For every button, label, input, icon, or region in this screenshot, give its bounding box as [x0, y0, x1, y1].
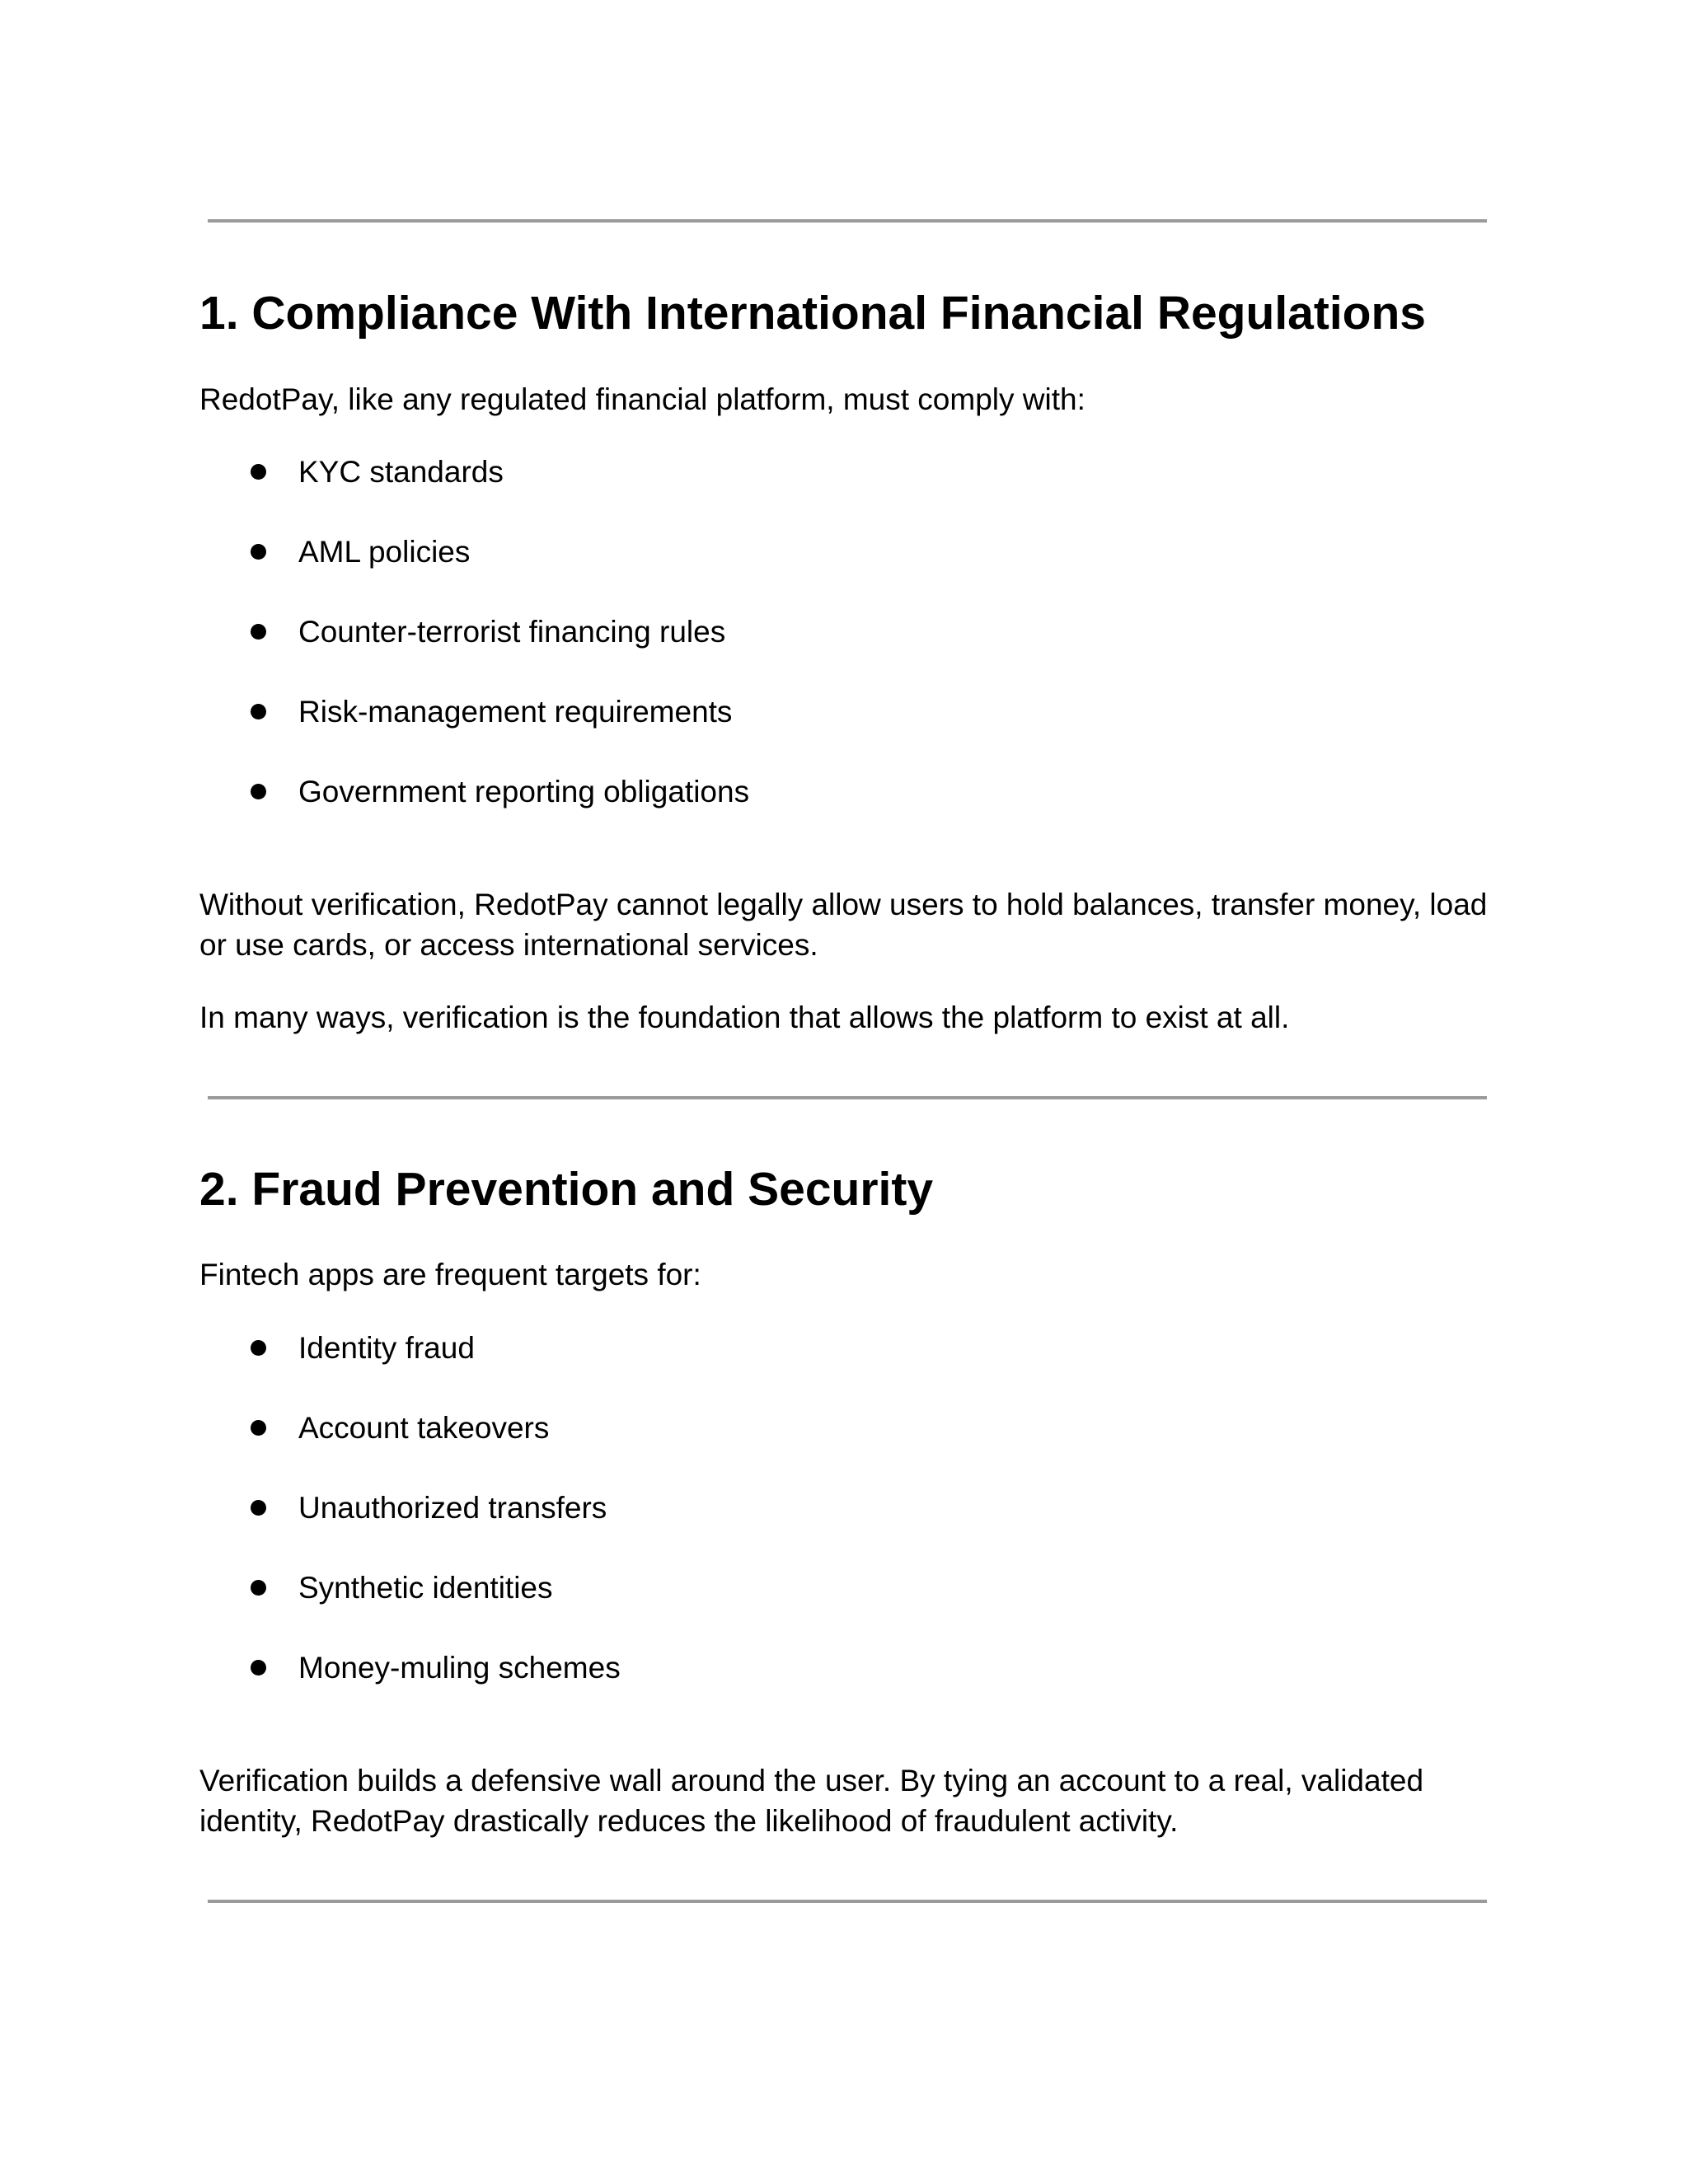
section-1-paragraph: Without verification, RedotPay cannot legally allow users to hold balances, transfer money, load or use cards, or access international services.	[199, 888, 1488, 962]
list-item-text: Unauthorized transfers	[298, 1491, 607, 1525]
list-item-text: Identity fraud	[298, 1331, 475, 1365]
bullet-icon	[251, 1500, 266, 1516]
list-item-text: Counter-terrorist financing rules	[298, 615, 726, 649]
section-1-heading: 1. Compliance With International Financial Regulations	[199, 287, 1427, 340]
list-item-text: Account takeovers	[298, 1411, 550, 1445]
bullet-icon	[251, 544, 266, 560]
section-2-paragraph: Verification builds a defensive wall around the user. By tying an account to a real, validated identity, RedotPay drastically reduces the likelihood of fraudulent activity.	[199, 1764, 1424, 1838]
bullet-icon	[251, 704, 266, 719]
list-item-text: AML policies	[298, 535, 471, 569]
bullet-icon	[251, 784, 266, 799]
horizontal-rule	[208, 1900, 1487, 1903]
section-1-intro: RedotPay, like any regulated financial platform, must comply with:	[199, 382, 1085, 416]
list-item-text: Government reporting obligations	[298, 775, 750, 808]
section-1-paragraph: In many ways, verification is the foundation that allows the platform to exist at all.	[199, 1001, 1290, 1034]
list-item-text: KYC standards	[298, 455, 504, 489]
section-2-heading: 2. Fraud Prevention and Security	[199, 1163, 934, 1216]
bullet-icon	[251, 1340, 266, 1356]
list-item-text: Risk-management requirements	[298, 695, 733, 729]
bullet-icon	[251, 1660, 266, 1675]
bullet-icon	[251, 1420, 266, 1436]
list-item-text: Money-muling schemes	[298, 1651, 621, 1685]
section-2-intro: Fintech apps are frequent targets for:	[199, 1258, 701, 1291]
horizontal-rule	[208, 219, 1487, 223]
horizontal-rule	[208, 1096, 1487, 1099]
bullet-icon	[251, 624, 266, 640]
bullet-icon	[251, 464, 266, 480]
list-item-text: Synthetic identities	[298, 1571, 553, 1605]
bullet-icon	[251, 1580, 266, 1596]
